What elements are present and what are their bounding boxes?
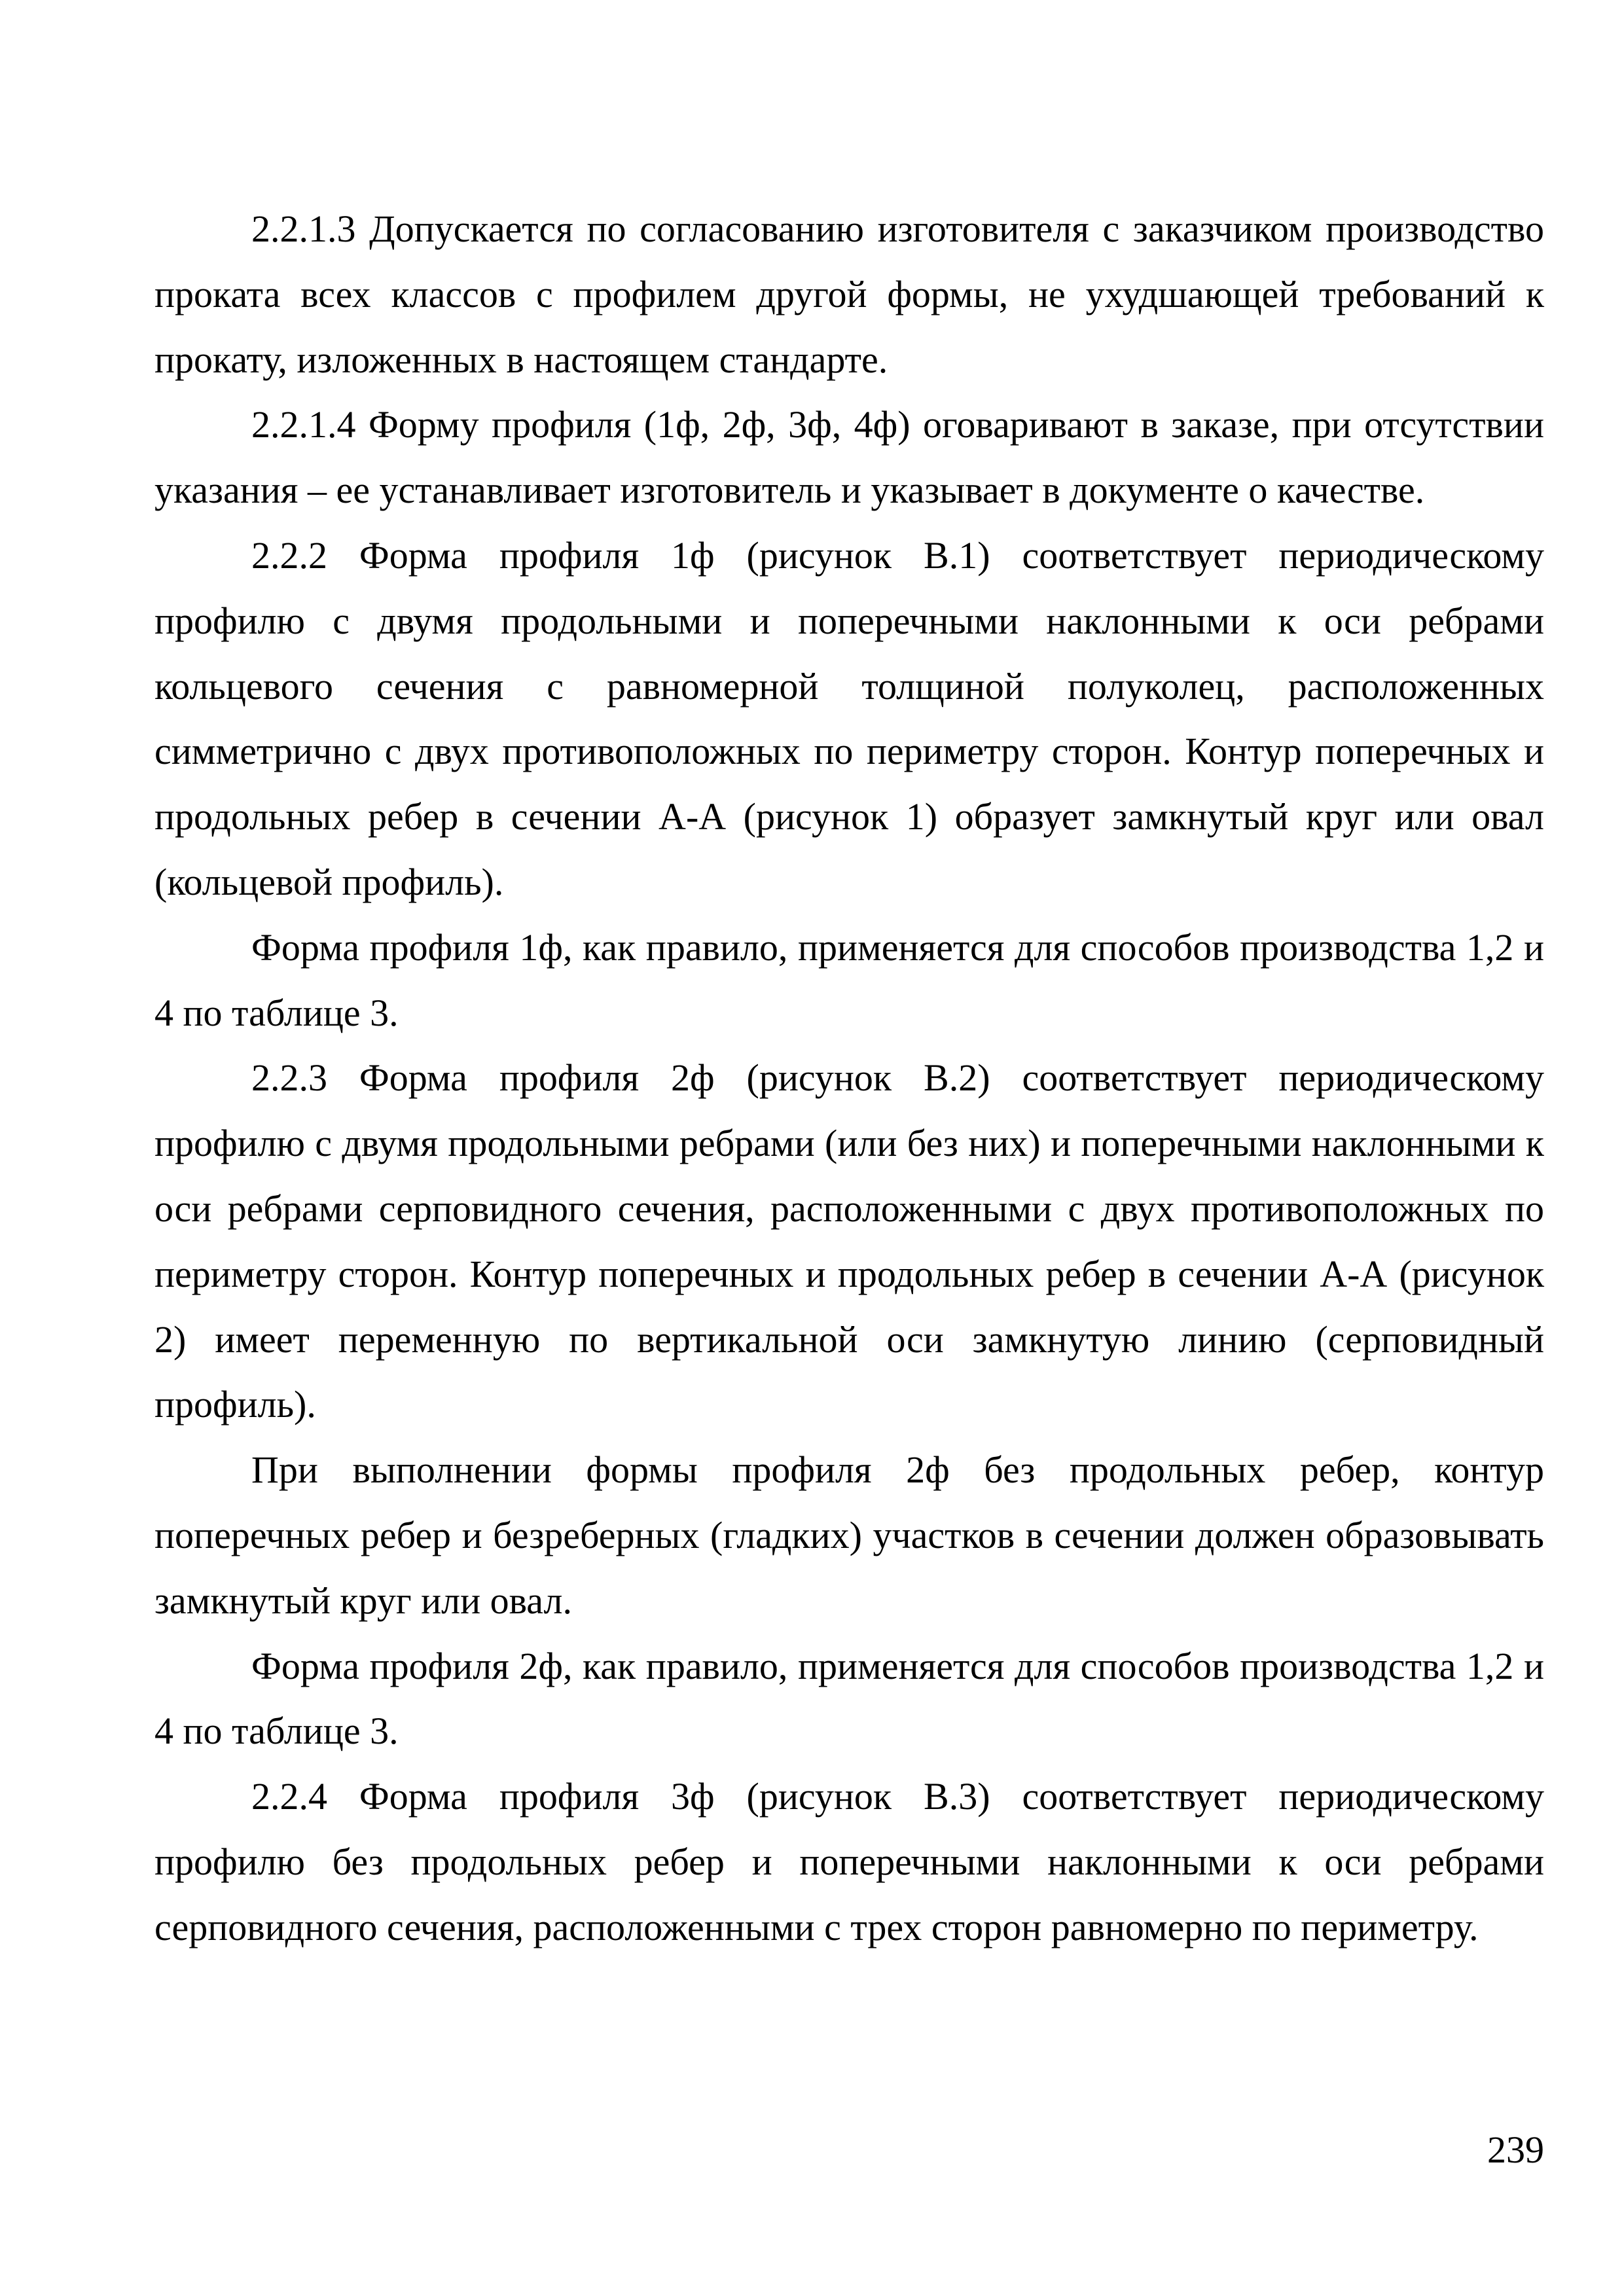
- paragraph-2-2-4: 2.2.4 Форма профиля 3ф (рисунок В.3) соответствует периодическому профилю без продольных ребер и поперечными наклонными к оси ребрами серповидного сечения, расположенными с трех сторон равномерно по периметру.: [154, 1775, 1544, 1948]
- paragraph-profile-1f-note: Форма профиля 1ф, как правило, применяется для способов производства 1,2 и 4 по таблице 3.: [154, 925, 1544, 1034]
- document-body: [154, 196, 1544, 1960]
- paragraph-2-2-3: 2.2.3 Форма профиля 2ф (рисунок В.2) соответствует периодическому профилю с двумя продольными ребрами (или без них) и поперечными наклонными к оси ребрами серповидного сечения, расположенными с двух противоположных по периметру сторон. Контур поперечных и продольных ребер в сечении А-А (рисунок 2) имеет переменную по вертикальной оси замкнутую линию (серповидный профиль).: [154, 1056, 1544, 1426]
- paragraph-profile-2f-no-ribs: При выполнении формы профиля 2ф без продольных ребер, контур поперечных ребер и безреберных (гладких) участков в сечении должен образовывать замкнутый круг или овал.: [154, 1448, 1544, 1622]
- page-number: 239: [1487, 2128, 1544, 2171]
- paragraph-2-2-2: 2.2.2 Форма профиля 1ф (рисунок В.1) соответствует периодическому профилю с двумя продольными и поперечными наклонными к оси ребрами кольцевого сечения с равномерной толщиной полуколец, расположенных симметрично с двух противоположных по периметру сторон. Контур поперечных и продольных ребер в сечении А-А (рисунок 1) образует замкнутый круг или овал (кольцевой профиль).: [154, 533, 1544, 903]
- paragraph-2-2-1-4: 2.2.1.4 Форму профиля (1ф, 2ф, 3ф, 4ф) оговаривают в заказе, при отсутствии указания – ее устанавливает изготовитель и указывает в документе о качестве.: [154, 403, 1544, 512]
- paragraph-2-2-1-3: 2.2.1.3 Допускается по согласованию изготовителя с заказчиком производство проката всех классов с профилем другой формы, не ухудшающей требований к прокату, изложенных в настоящем стандарте.: [154, 207, 1544, 381]
- paragraph-profile-2f-note: Форма профиля 2ф, как правило, применяется для способов производства 1,2 и 4 по таблице 3.: [154, 1644, 1544, 1753]
